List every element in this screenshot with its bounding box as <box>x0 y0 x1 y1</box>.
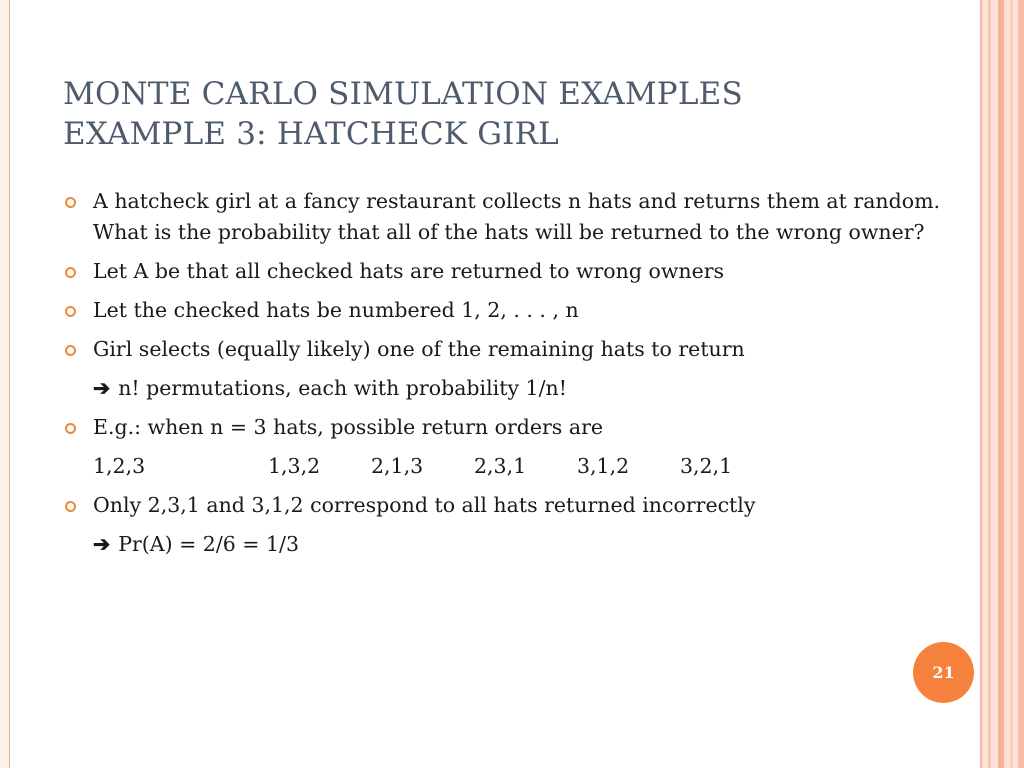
permutation: 2,3,1 <box>474 454 527 478</box>
bullet-text: A hatcheck girl at a fancy restaurant collects n hats and returns them at random. What is the probability that all of the hats will be returned to the wrong owner? <box>93 189 941 244</box>
bullet-item <box>63 295 943 326</box>
slide-title-line-1: MONTE CARLO SIMULATION EXAMPLES <box>63 76 743 112</box>
bullet-item <box>63 256 943 287</box>
bullet-item <box>63 490 943 521</box>
bullet-text: Let A be that all checked hats are returned to wrong owners <box>93 259 725 283</box>
bullet-circle-icon <box>65 197 76 208</box>
bullet-item <box>63 186 943 248</box>
permutation: 2,1,3 <box>371 454 424 478</box>
bullet-circle-icon <box>65 345 76 356</box>
page-number-badge <box>913 642 974 703</box>
border-stripe <box>988 0 991 768</box>
implication-line <box>63 373 943 404</box>
bullet-item <box>63 412 943 443</box>
permutation-list <box>63 451 943 482</box>
arrow-right-icon: ➔ <box>93 376 111 400</box>
right-border-decoration <box>980 0 1024 768</box>
bullet-circle-icon <box>65 267 76 278</box>
implication-line <box>63 529 943 560</box>
border-stripe <box>998 0 1004 768</box>
slide-title-line-2: EXAMPLE 3: HATCHECK GIRL <box>63 116 559 152</box>
bullet-text: Let the checked hats be numbered 1, 2, . . . , n <box>93 298 579 322</box>
permutation: 3,1,2 <box>577 454 630 478</box>
bullet-circle-icon <box>65 423 76 434</box>
permutation: 1,2,3 <box>93 454 146 478</box>
arrow-right-icon: ➔ <box>93 532 111 556</box>
border-stripe <box>1018 0 1024 768</box>
bullet-text: Only 2,3,1 and 3,1,2 correspond to all hats returned incorrectly <box>93 493 756 517</box>
bullet-text: Girl selects (equally likely) one of the remaining hats to return <box>93 337 745 361</box>
page-number: 21 <box>932 663 955 682</box>
permutation: 1,3,2 <box>268 454 321 478</box>
bullet-text: E.g.: when n = 3 hats, possible return orders are <box>93 415 603 439</box>
slide-body <box>63 186 943 568</box>
implication-text: Pr(A) = 2/6 = 1/3 <box>118 532 299 556</box>
left-border-decoration <box>0 0 10 768</box>
slide-title <box>63 74 943 154</box>
permutation: 3,2,1 <box>680 454 733 478</box>
bullet-circle-icon <box>65 501 76 512</box>
border-stripe <box>1010 0 1013 768</box>
bullet-item <box>63 334 943 365</box>
border-stripe <box>980 0 982 768</box>
implication-text: n! permutations, each with probability 1/n! <box>118 376 567 400</box>
bullet-circle-icon <box>65 306 76 317</box>
